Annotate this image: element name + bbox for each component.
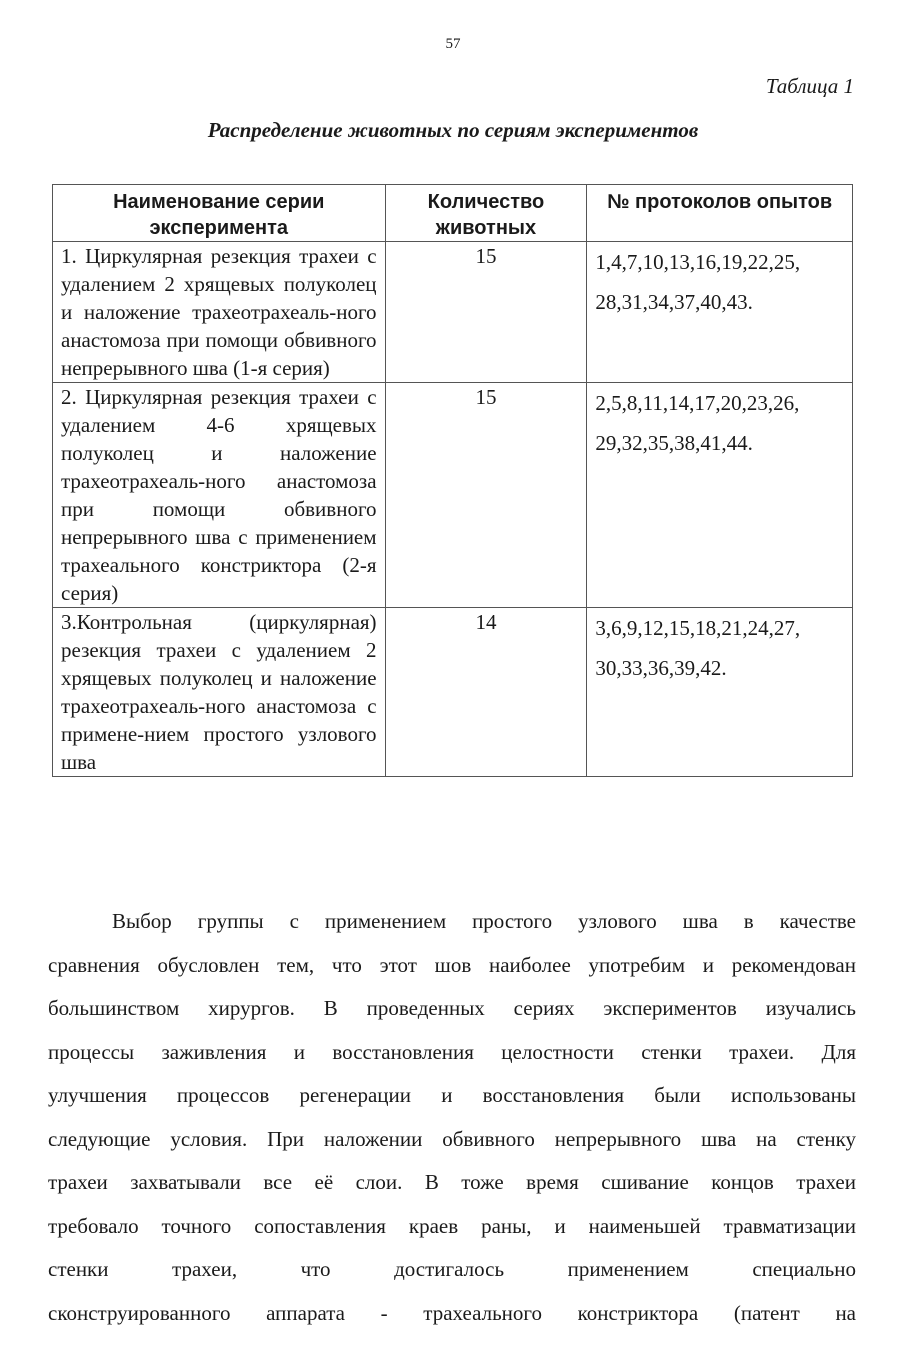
table-row (53, 242, 853, 383)
protocols-cell: 3,6,9,12,15,18,21,24,27, 30,33,36,39,42. (587, 608, 853, 777)
paragraph-line: сконструированного аппарата - трахеального констриктора (патент на (48, 1300, 856, 1325)
animal-count-cell: 14 (385, 608, 587, 777)
table-title: Распределение животных по сериям экспериментов (207, 118, 699, 142)
table-header-row (53, 185, 853, 242)
paragraph-line: трахеи захватывали все её слои. В тоже время сшивание концов трахеи (48, 1170, 856, 1194)
paragraph-line: сравнения обусловлен тем, что этот шов наиболее употребим и рекомендован (48, 952, 856, 977)
header-series-name: Наименование серии эксперимента (53, 185, 386, 242)
animal-count-cell: 15 (385, 383, 587, 608)
paragraph-line: следующие условия. При наложении обвивного непрерывного шва на стенку (48, 1126, 856, 1151)
paragraph-line: требовало точного сопоставления краев раны, и наименьшей травматизации (48, 1213, 856, 1238)
animal-count-cell: 15 (385, 242, 587, 383)
series-name-cell: 2. Циркулярная резекция трахеи с удалением 4-6 хрящевых полуколец и наложение трахеотрахеаль-ного анастомоза при помощи обвивного непрерывного шва с применением трахеального констриктора (2-я серия) (53, 383, 386, 608)
table-row (53, 383, 853, 608)
page-number: 57 (445, 36, 461, 52)
series-name-cell: 1. Циркулярная резекция трахеи с удалением 2 хрящевых полуколец и наложение трахеотрахеаль-ного анастомоза при помощи обвивного непрерывного шва (1-я серия) (53, 242, 386, 383)
series-table (52, 184, 853, 777)
header-animal-count: Количество животных (385, 185, 587, 242)
series-name-cell: 3.Контрольная (циркулярная) резекция трахеи с удалением 2 хрящевых полуколец и наложение трахеотрахеаль-ного анастомоза с примене-нием простого узлового шва (53, 608, 386, 777)
paragraph-line: большинством хирургов. В проведенных сериях экспериментов изучались (48, 996, 856, 1020)
protocols-cell: 1,4,7,10,13,16,19,22,25, 28,31,34,37,40,43. (587, 242, 853, 383)
paragraph-line: улучшения процессов регенерации и восстановления были использованы (48, 1083, 856, 1107)
paragraph-line: Выбор группы с применением простого узлового шва в качестве (112, 909, 856, 933)
table-row (53, 608, 853, 777)
body-paragraph (48, 900, 856, 1335)
paragraph-line: стенки трахеи, что достигалось применением специально (48, 1257, 856, 1281)
protocols-cell: 2,5,8,11,14,17,20,23,26, 29,32,35,38,41,44. (587, 383, 853, 608)
header-protocols: № протоколов опытов (587, 185, 853, 242)
paragraph-line: процессы заживления и восстановления целостности стенки трахеи. Для (48, 1039, 856, 1064)
table-label: Таблица 1 (765, 74, 854, 98)
